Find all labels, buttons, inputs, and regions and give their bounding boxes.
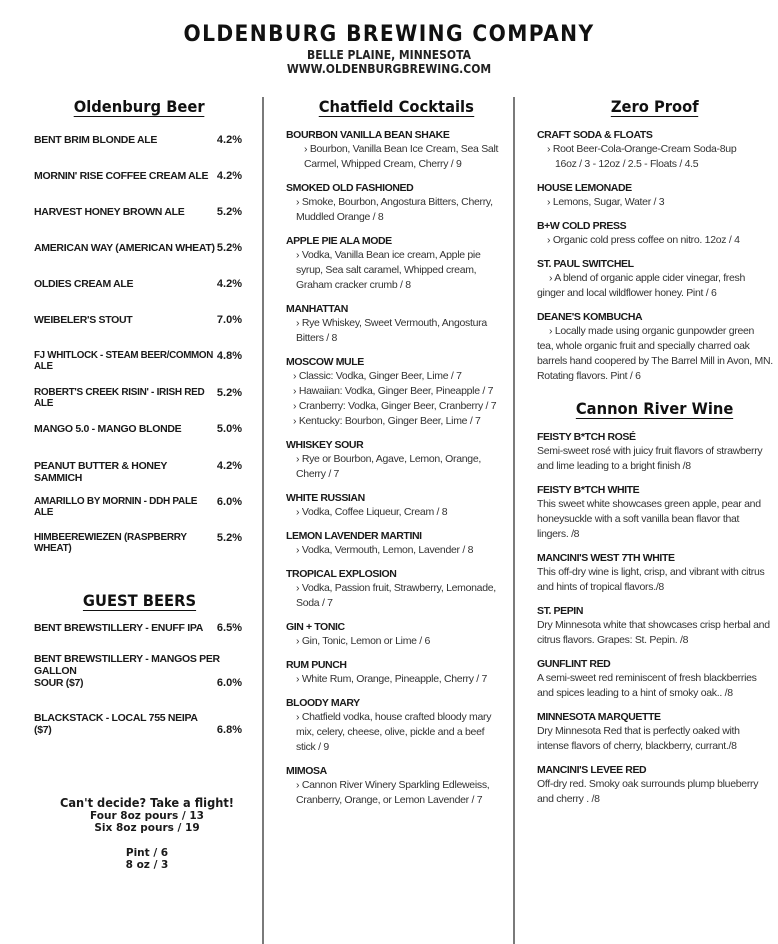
guest-beers-heading bbox=[34, 590, 244, 612]
beer-name-cont: SOUR ($7) bbox=[34, 677, 84, 689]
cocktail-desc: Soda / 7 bbox=[296, 597, 333, 609]
cocktail-desc: › Gin, Tonic, Lemon or Lime / 6 bbox=[296, 635, 431, 647]
cocktail-desc: › Vodka, Passion fruit, Strawberry, Lemonade, bbox=[296, 582, 496, 594]
beer-name: WEIBELER'S STOUT bbox=[34, 314, 133, 326]
beer-abv: 5.2% bbox=[216, 532, 242, 544]
cocktail-item bbox=[286, 696, 506, 755]
beer-abv: 7.0% bbox=[216, 314, 242, 326]
wine-name: MINNESOTA MARQUETTE bbox=[537, 711, 661, 723]
cocktail-item bbox=[286, 181, 506, 225]
cocktail-item bbox=[286, 355, 506, 429]
wine-desc: This off-dry wine is light, crisp, and vibrant with citrus and hints of tropical flavors./8 bbox=[537, 566, 765, 593]
wine-desc: A semi-sweet red reminiscent of fresh blackberries and spices leading to a hint of smoky oak.. /8 bbox=[537, 672, 757, 699]
beer-abv: 4.2% bbox=[216, 460, 242, 472]
drink-desc: › Locally made using organic gunpowder green tea, whole organic fruit and specially charred oak barrels hand coopered by The Barrel Mill in Avon, MN. Rotating flavors. Pint / 6 bbox=[537, 325, 773, 382]
guest-beer-list bbox=[34, 622, 244, 736]
beer-abv: 4.2% bbox=[216, 134, 242, 146]
drink-desc: › Lemons, Sugar, Water / 3 bbox=[547, 196, 665, 208]
beer-row bbox=[34, 170, 244, 206]
column-divider-left bbox=[262, 97, 264, 944]
cocktails-column bbox=[286, 96, 506, 808]
beer-name: MORNIN' RISE COFFEE CREAM ALE bbox=[34, 170, 209, 182]
drink-name: DEANE'S KOMBUCHA bbox=[537, 311, 643, 323]
beer-row bbox=[34, 653, 244, 712]
cocktail-name: GIN + TONIC bbox=[286, 621, 345, 633]
cocktail-desc: › Kentucky: Bourbon, Ginger Beer, Lime / 7 bbox=[293, 415, 481, 427]
cocktail-desc: › Cranberry: Vodka, Ginger Beer, Cranberry / 7 bbox=[293, 400, 497, 412]
cocktail-desc: Carmel, Whipped Cream, Cherry / 9 bbox=[304, 158, 462, 170]
beer-abv: 4.2% bbox=[216, 170, 242, 182]
cocktail-name: BLOODY MARY bbox=[286, 697, 360, 709]
beer-row bbox=[34, 532, 244, 568]
cocktail-desc: › White Rum, Orange, Pineapple, Cherry / 7 bbox=[296, 673, 488, 685]
wine-desc: Semi-sweet rosé with juicy fruit flavors of strawberry and lime leading to a bright finish /8 bbox=[537, 445, 763, 472]
beer-name: BENT BRIM BLONDE ALE bbox=[34, 134, 158, 146]
cocktails-heading bbox=[286, 96, 506, 118]
cocktail-desc: › Hawaiian: Vodka, Ginger Beer, Pineapple / 7 bbox=[293, 385, 494, 397]
beer-name: FJ WHITLOCK - STEAM BEER/COMMON ALE bbox=[34, 350, 214, 372]
wine-name: FEISTY B*TCH WHITE bbox=[537, 484, 640, 496]
beer-name: HIMBEEREWIEZEN (RASPBERRY WHEAT) bbox=[34, 532, 187, 554]
cocktail-name: APPLE PIE ALA MODE bbox=[286, 235, 392, 247]
wine-name: GUNFLINT RED bbox=[537, 658, 611, 670]
cocktail-item bbox=[286, 620, 506, 649]
cocktail-desc: › Smoke, Bourbon, Angostura Bitters, Cherry, bbox=[296, 196, 493, 208]
beer-name: AMERICAN WAY (AMERICAN WHEAT) bbox=[34, 242, 215, 254]
beer-row bbox=[34, 350, 244, 387]
cocktail-item bbox=[286, 658, 506, 687]
cocktail-item bbox=[286, 438, 506, 482]
wine-item bbox=[537, 483, 773, 542]
cocktail-name: BOURBON VANILLA BEAN SHAKE bbox=[286, 129, 450, 141]
wine-item bbox=[537, 657, 773, 701]
cocktail-desc: Bitters / 8 bbox=[296, 332, 338, 344]
cocktail-desc: Graham cracker crumb / 8 bbox=[296, 279, 411, 291]
beer-abv: 5.2% bbox=[216, 206, 242, 218]
cocktail-name: TROPICAL EXPLOSION bbox=[286, 568, 397, 580]
beer-abv: 6.0% bbox=[216, 496, 242, 508]
beer-row bbox=[34, 314, 244, 350]
cocktail-name: MOSCOW MULE bbox=[286, 356, 364, 368]
cocktail-desc: Muddled Orange / 8 bbox=[296, 211, 384, 223]
wine-name: MANCINI'S LEVEE RED bbox=[537, 764, 647, 776]
brewery-name: OLDENBURG BREWING COMPANY bbox=[183, 22, 595, 47]
cocktail-item bbox=[286, 491, 506, 520]
beer-row bbox=[34, 423, 244, 460]
flight-four-pours: Four 8oz pours / 13 bbox=[90, 810, 204, 822]
oldenburg-beer-heading bbox=[34, 96, 244, 118]
cocktails-title: Chatfield Cocktails bbox=[318, 97, 474, 116]
cocktail-desc: › Rye Whiskey, Sweet Vermouth, Angostura bbox=[296, 317, 487, 329]
cocktail-name: WHISKEY SOUR bbox=[286, 439, 364, 451]
beer-name: OLDIES CREAM ALE bbox=[34, 278, 134, 290]
cocktail-item bbox=[286, 128, 506, 172]
cocktail-desc: Cherry / 7 bbox=[296, 468, 340, 480]
drink-desc: › A blend of organic apple cider vinegar, fresh ginger and local wildflower honey. Pint / 6 bbox=[537, 272, 746, 299]
column-divider-right bbox=[513, 97, 515, 944]
beer-name: PEANUT BUTTER & HONEY SAMMICH bbox=[34, 460, 167, 484]
pint-price: Pint / 6 bbox=[125, 847, 169, 859]
wine-name: FEISTY B*TCH ROSÉ bbox=[537, 431, 636, 443]
beer-row bbox=[34, 387, 244, 423]
beer-row bbox=[34, 242, 244, 278]
beer-abv: 4.2% bbox=[216, 278, 242, 290]
drink-desc: › Organic cold press coffee on nitro. 12oz / 4 bbox=[547, 234, 740, 246]
cocktail-item bbox=[286, 234, 506, 293]
cocktail-desc: › Classic: Vodka, Ginger Beer, Lime / 7 bbox=[293, 370, 462, 382]
cocktail-name: WHITE RUSSIAN bbox=[286, 492, 365, 504]
wine-item bbox=[537, 763, 773, 807]
beer-row bbox=[34, 712, 244, 736]
cocktail-desc: Cranberry, Orange, or Lemon Lavender / 7 bbox=[296, 794, 483, 806]
wine-heading bbox=[537, 398, 773, 420]
cocktail-name: MANHATTAN bbox=[286, 303, 348, 315]
beer-name: AMARILLO BY MORNIN - DDH PALE ALE bbox=[34, 496, 198, 518]
zero-proof-item bbox=[537, 310, 773, 384]
drink-name: B+W COLD PRESS bbox=[537, 220, 627, 232]
cocktail-name: RUM PUNCH bbox=[286, 659, 347, 671]
cocktail-item bbox=[286, 764, 506, 808]
guest-beers-title: GUEST BEERS bbox=[82, 591, 196, 610]
cocktail-name: SMOKED OLD FASHIONED bbox=[286, 182, 414, 194]
beer-name: BLACKSTACK - LOCAL 755 NEIPA ($7) bbox=[34, 712, 198, 736]
wine-item bbox=[537, 710, 773, 754]
wine-title: Cannon River Wine bbox=[576, 399, 734, 418]
beer-name-line bbox=[34, 653, 244, 677]
beer-row bbox=[34, 134, 244, 170]
beer-row bbox=[34, 278, 244, 314]
beer-abv: 5.2% bbox=[216, 242, 242, 254]
cocktail-desc: › Cannon River Winery Sparkling Edleweiss, bbox=[296, 779, 490, 791]
flight-title: Can't decide? Take a flight! bbox=[59, 796, 235, 810]
beer-name: MANGO 5.0 - MANGO BLONDE bbox=[34, 423, 182, 435]
cocktail-item bbox=[286, 567, 506, 611]
wine-name: MANCINI'S WEST 7TH WHITE bbox=[537, 552, 675, 564]
beer-abv: 4.8% bbox=[216, 350, 242, 362]
cocktail-item bbox=[286, 302, 506, 346]
zero-proof-wine-column bbox=[537, 96, 773, 807]
zero-proof-item bbox=[537, 181, 773, 210]
zero-proof-item bbox=[537, 219, 773, 248]
cocktail-desc: › Vodka, Vanilla Bean ice cream, Apple pie bbox=[296, 249, 481, 261]
beer-name: BENT BREWSTILLERY - ENUFF IPA bbox=[34, 622, 204, 634]
beer-abv: 6.8% bbox=[216, 724, 242, 736]
zero-proof-item bbox=[537, 128, 773, 172]
brewery-website[interactable]: WWW.OLDENBURGBREWING.COM bbox=[286, 62, 492, 76]
zero-proof-title: Zero Proof bbox=[611, 97, 699, 116]
beer-name: BENT BREWSTILLERY - MANGOS PER GALLON bbox=[34, 653, 220, 677]
wine-item bbox=[537, 604, 773, 648]
beer-row bbox=[34, 460, 244, 496]
wine-name: ST. PEPIN bbox=[537, 605, 583, 617]
cocktail-desc: › Rye or Bourbon, Agave, Lemon, Orange, bbox=[296, 453, 481, 465]
wine-desc: Dry Minnesota Red that is perfectly oaked with intense flavors of cherry, blackberry, currant./8 bbox=[537, 725, 740, 752]
beer-name: ROBERT'S CREEK RISIN' - IRISH RED ALE bbox=[34, 387, 205, 409]
oldenburg-beer-list bbox=[34, 134, 244, 568]
wine-desc: This sweet white showcases green apple, pear and honeysuckle with a soft vanilla bean flavor that lingers. /8 bbox=[537, 498, 761, 540]
wine-item bbox=[537, 551, 773, 595]
beer-abv: 6.5% bbox=[216, 622, 242, 634]
beer-name-line bbox=[34, 677, 244, 689]
beer-row bbox=[34, 496, 244, 532]
beer-column bbox=[34, 96, 244, 736]
drink-name: CRAFT SODA & FLOATS bbox=[537, 129, 653, 141]
oldenburg-beer-title: Oldenburg Beer bbox=[73, 97, 205, 116]
wine-desc: Off-dry red. Smoky oak surrounds plump blueberry and cherry . /8 bbox=[537, 778, 759, 805]
cocktail-desc: stick / 9 bbox=[296, 741, 329, 753]
cocktail-desc: › Vodka, Vermouth, Lemon, Lavender / 8 bbox=[296, 544, 474, 556]
zero-proof-item bbox=[537, 257, 773, 301]
cocktail-desc: › Bourbon, Vanilla Bean Ice Cream, Sea Salt bbox=[304, 143, 499, 155]
beer-abv: 6.0% bbox=[216, 677, 242, 689]
eight-oz-price: 8 oz / 3 bbox=[125, 859, 169, 871]
wine-item bbox=[537, 430, 773, 474]
drink-name: HOUSE LEMONADE bbox=[537, 182, 632, 194]
flight-six-pours: Six 8oz pours / 19 bbox=[94, 822, 200, 834]
brewery-location: BELLE PLAINE, MINNESOTA bbox=[306, 48, 472, 62]
drink-desc: 16oz / 3 - 12oz / 2.5 - Floats / 4.5 bbox=[555, 158, 699, 170]
drink-name: ST. PAUL SWITCHEL bbox=[537, 258, 634, 270]
cocktail-desc: syrup, Sea salt caramel, Whipped cream, bbox=[296, 264, 477, 276]
cocktail-desc: mix, celery, cheese, olive, pickle and a beef bbox=[296, 726, 485, 738]
cocktail-name: LEMON LAVENDER MARTINI bbox=[286, 530, 422, 542]
cocktail-desc: › Vodka, Coffee Liqueur, Cream / 8 bbox=[296, 506, 448, 518]
drink-desc: › Root Beer-Cola-Orange-Cream Soda-8up bbox=[547, 143, 737, 155]
cocktail-name: MIMOSA bbox=[286, 765, 327, 777]
cocktail-item bbox=[286, 529, 506, 558]
menu-header bbox=[0, 22, 778, 76]
wine-desc: Dry Minnesota white that showcases crisp herbal and citrus flavors. Grapes: St. Pepin. /8 bbox=[537, 619, 770, 646]
beer-name: HARVEST HONEY BROWN ALE bbox=[34, 206, 185, 218]
zero-proof-heading bbox=[537, 96, 773, 118]
cocktail-desc: › Chatfield vodka, house crafted bloody mary bbox=[296, 711, 492, 723]
flight-info bbox=[34, 796, 260, 871]
beer-abv: 5.0% bbox=[216, 423, 242, 435]
beer-abv: 5.2% bbox=[216, 387, 242, 399]
beer-row bbox=[34, 206, 244, 242]
